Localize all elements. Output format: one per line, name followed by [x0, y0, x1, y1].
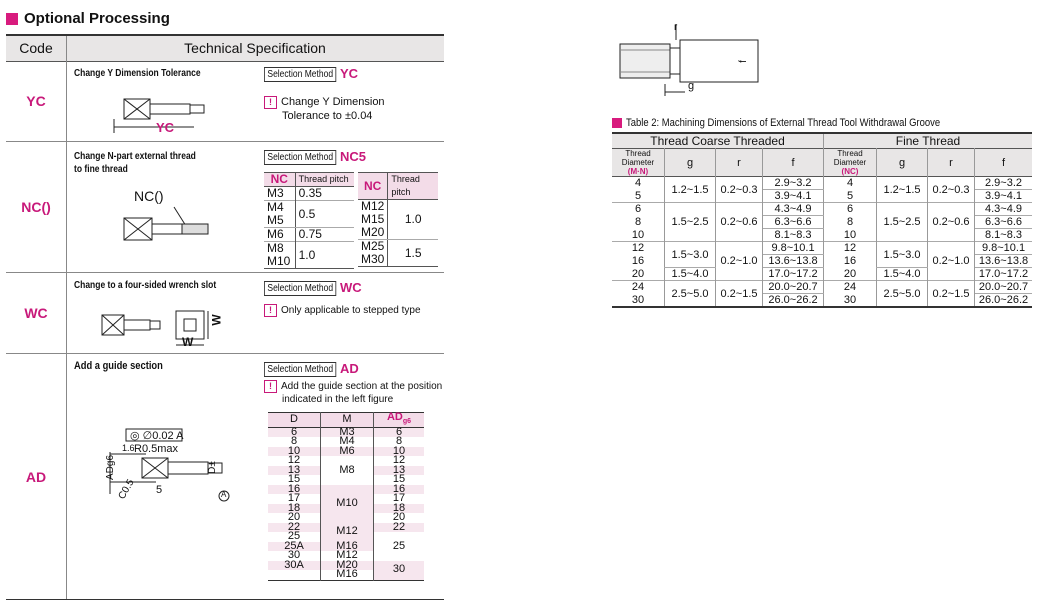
- dia-cell: 30: [824, 294, 877, 308]
- dia-cell: 20: [824, 268, 877, 281]
- section-title-text: Optional Processing: [24, 10, 170, 27]
- g-header: g: [665, 149, 716, 177]
- dia-cell: 8: [612, 216, 665, 229]
- ad-adg6: ADg6: [105, 454, 117, 481]
- r-cell: 0.2~0.6: [716, 203, 763, 242]
- nc-cell: M20: [361, 225, 385, 239]
- dia-cell: 24: [824, 281, 877, 294]
- table2-title: [612, 117, 991, 129]
- d-cell: 25: [287, 530, 301, 543]
- ad-title: Add a guide section: [74, 360, 163, 372]
- nc-table-right: [358, 172, 438, 267]
- nc-selection-value: NC5: [340, 149, 367, 164]
- d-cell: 8: [290, 435, 298, 448]
- pitch-cell: 0.35: [295, 187, 354, 201]
- m-cell: M12: [321, 523, 374, 542]
- dia-cell: 20: [612, 268, 665, 281]
- ad-cell: 25: [374, 532, 425, 561]
- g-cell: 1.5~4.0: [665, 268, 716, 281]
- nc-cell: M8: [267, 241, 284, 255]
- yc-selection-method: Selection Method: [264, 67, 336, 82]
- yc-drawing-label: YC: [156, 120, 175, 135]
- r-cell: 0.2~1.0: [716, 242, 763, 281]
- dia-cell: 6: [612, 203, 665, 216]
- ad-dim-16: 1.6: [122, 443, 135, 453]
- options-table: [6, 34, 444, 600]
- pitch-cell: 1.0: [388, 200, 438, 240]
- wc-w-bottom: W: [182, 335, 194, 349]
- m-cell: M16: [321, 542, 374, 552]
- r-cell: 0.2~1.0: [928, 242, 975, 281]
- f-cell: 26.0~26.2: [763, 294, 824, 308]
- d-cell: 30: [287, 549, 301, 562]
- f-cell: 2.9~3.2: [975, 177, 1033, 190]
- code-wc: WC: [6, 273, 67, 353]
- f-cell: 2.9~3.2: [763, 177, 824, 190]
- nc-header-fine: (NC): [841, 167, 859, 176]
- dia-cell: 5: [612, 190, 665, 203]
- d-cell: 30A: [284, 558, 304, 571]
- yc-title: Change Y Dimension Tolerance: [74, 68, 201, 79]
- pitch-header: Thread pitch: [388, 173, 438, 200]
- g-header-fine: g: [877, 149, 928, 177]
- pitch-cell: 0.5: [295, 201, 354, 228]
- wc-selection-method: Selection Method: [264, 281, 336, 296]
- title-marker-icon: [6, 13, 18, 25]
- f-cell: 8.1~8.3: [984, 229, 1022, 241]
- nc-cell: M5: [267, 213, 284, 227]
- yc-note-line2: Tolerance to ±0.04: [282, 110, 373, 122]
- f-cell: 4.3~4.9: [763, 203, 824, 216]
- yc-selection-value: YC: [340, 66, 359, 81]
- ad-header: [374, 413, 425, 428]
- table2-title-text: Table 2: Machining Dimensions of External Thread Tool Withdrawal Groove: [626, 117, 941, 129]
- dia-cell: 8: [824, 216, 877, 229]
- f-header-fine: f: [1001, 156, 1006, 169]
- code-ad: AD: [6, 354, 67, 599]
- d-cell: 10: [287, 444, 301, 457]
- f-header: f: [763, 149, 824, 177]
- spec-header: Technical Specification: [184, 40, 326, 56]
- f-cell: 20.0~20.7: [975, 281, 1033, 294]
- dia-cell: 16: [612, 255, 665, 268]
- yc-note: [264, 95, 385, 123]
- nc-cell: M6: [267, 227, 284, 241]
- nc-cell: M12: [361, 199, 385, 213]
- wc-title: Change to a four-sided wrench slot: [74, 280, 217, 291]
- ad-note-line2: indicated in the left figure: [282, 394, 394, 406]
- dia-cell: 5: [824, 190, 877, 203]
- g-cell: 1.5~4.0: [877, 268, 928, 281]
- ad-cell: 22: [374, 523, 425, 533]
- dia-cell: 12: [612, 242, 665, 255]
- wc-drawing: [96, 303, 236, 349]
- ad-cell: 10: [374, 447, 425, 457]
- fig-f-label: f: [737, 60, 749, 63]
- info-icon: !: [264, 304, 277, 317]
- d-cell: 12: [287, 454, 301, 467]
- d-cell: 13: [287, 463, 301, 476]
- row-ad: [6, 354, 444, 600]
- nc-cell: M10: [267, 254, 291, 268]
- f-cell: 13.6~13.8: [763, 255, 824, 268]
- dia-cell: 30: [612, 294, 665, 308]
- f-cell: 6.3~6.6: [975, 216, 1033, 229]
- dia-cell: 24: [612, 281, 665, 294]
- pitch-cell: 1.0: [295, 242, 354, 269]
- code-header: Code: [6, 36, 67, 61]
- nc-header: NC: [364, 178, 382, 193]
- yc-note-line1: Change Y Dimension: [281, 96, 385, 108]
- nc-cell: M4: [267, 200, 284, 214]
- coarse-header: Thread Coarse Threaded: [612, 133, 824, 149]
- d-cell: 20: [287, 511, 301, 524]
- nc-title-line1: Change N-part external thread: [74, 151, 196, 162]
- dia-cell: 16: [824, 255, 877, 268]
- ad-cell: 6: [374, 427, 425, 437]
- dia-header: [612, 149, 665, 177]
- ad-cell: 17: [374, 494, 425, 504]
- d-cell: 6: [290, 425, 298, 438]
- d-cell: 22: [287, 520, 301, 533]
- g-cell: 1.2~1.5: [665, 177, 716, 203]
- f-cell: 13.6~13.8: [975, 255, 1033, 268]
- d-header: D: [290, 413, 298, 426]
- f-cell: 6.3~6.6: [763, 216, 824, 229]
- m-cell: M8: [321, 456, 374, 485]
- section-title: [6, 10, 170, 27]
- ad-cell: 20: [374, 513, 425, 523]
- d-cell: 17: [287, 492, 301, 505]
- ad-cell: 13: [374, 466, 425, 476]
- options-header: [6, 34, 444, 62]
- m-header: M: [321, 413, 374, 428]
- nc-cell: M30: [361, 252, 385, 266]
- pitch-cell: 1.5: [388, 240, 438, 267]
- f-cell: 26.0~26.2: [978, 294, 1029, 306]
- nc-title-line2: to fine thread: [74, 164, 128, 175]
- d-cell: 15: [287, 473, 301, 486]
- nc-cell: M3: [267, 186, 284, 200]
- code-nc: NC(): [6, 142, 67, 272]
- row-wc: [6, 273, 444, 354]
- ad-datum: A: [221, 490, 227, 499]
- fig-g-label: g: [688, 80, 695, 92]
- ad-cell: 8: [374, 437, 425, 447]
- r-cell: 0.2~0.3: [716, 177, 763, 203]
- wc-note: [264, 304, 421, 318]
- dia-header-fine-text: Thread Diameter: [833, 149, 867, 167]
- dia-cell: 4: [612, 177, 665, 190]
- dia-cell: 10: [612, 229, 665, 242]
- ad-table: [268, 412, 424, 581]
- ad-radius: R0.5max: [134, 443, 179, 455]
- m-cell: M20: [321, 561, 374, 571]
- dia-header-text: Thread Diameter: [621, 149, 655, 167]
- code-yc: YC: [6, 61, 67, 141]
- ad-selection-method: Selection Method: [264, 362, 336, 377]
- r-cell: 0.2~1.5: [928, 281, 975, 308]
- f-cell: 9.8~10.1: [975, 242, 1033, 255]
- f-cell: 8.1~8.3: [763, 229, 824, 242]
- nc-cell: M25: [361, 239, 385, 253]
- f-cell: 20.0~20.7: [763, 281, 824, 294]
- f-cell: 17.0~17.2: [763, 268, 824, 281]
- f-cell: 17.0~17.2: [978, 268, 1029, 280]
- ad-cell: 30: [374, 561, 425, 581]
- nc-drawing: [106, 204, 216, 254]
- r-cell: 0.2~1.5: [716, 281, 763, 308]
- dia-cell: 4: [824, 177, 877, 190]
- g-cell: 1.2~1.5: [877, 177, 928, 203]
- m-cell: M10: [321, 485, 374, 523]
- table2-marker-icon: [612, 118, 622, 128]
- dia-cell: 10: [824, 229, 877, 242]
- pitch-header: Thread pitch: [295, 173, 354, 187]
- info-icon: !: [264, 96, 277, 109]
- g-cell: 2.5~5.0: [665, 281, 716, 308]
- ad-dim-5: 5: [156, 484, 163, 496]
- ad-note-line1: Add the guide section at the position: [281, 381, 443, 393]
- ad-chamfer: C0.5: [116, 477, 137, 502]
- r-cell: 0.2~0.6: [928, 203, 975, 242]
- m-cell: M12: [321, 551, 374, 561]
- r-header-fine: r: [928, 149, 975, 177]
- f-cell: 9.8~10.1: [763, 242, 824, 255]
- nc-table-left: [264, 172, 354, 269]
- wc-note-text: Only applicable to stepped type: [281, 305, 421, 317]
- wc-selection-value: WC: [340, 280, 362, 295]
- fine-header: Fine Thread: [895, 134, 961, 148]
- nc-selection-method: Selection Method: [264, 150, 336, 165]
- nc-cell: M15: [361, 212, 385, 226]
- ad-tolerance: ◎ ∅0.02 A: [130, 430, 184, 442]
- f-cell: 4.3~4.9: [975, 203, 1033, 216]
- ad-cell: 18: [374, 504, 425, 514]
- g-cell: 1.5~3.0: [665, 242, 716, 268]
- dia-cell: 12: [824, 242, 877, 255]
- d-cell: 25A: [284, 539, 304, 552]
- ad-d-tol: D±: [206, 461, 218, 474]
- g-cell: 2.5~5.0: [877, 281, 928, 308]
- info-icon: !: [264, 380, 277, 393]
- f-cell: 3.9~4.1: [763, 190, 824, 203]
- table2: [612, 132, 1032, 308]
- nc-header: NC: [270, 172, 288, 186]
- dia-cell: 6: [824, 203, 877, 216]
- m-cell: M6: [321, 447, 374, 457]
- d-cell: 16: [287, 482, 301, 495]
- nc-drawing-label: NC(): [134, 188, 164, 204]
- wc-w-side: W: [209, 314, 224, 326]
- mn-header: (M·N): [627, 167, 649, 176]
- dia-header-fine: [824, 149, 877, 177]
- f-cell: 3.9~4.1: [984, 190, 1022, 202]
- r-cell: 0.2~0.3: [928, 177, 975, 203]
- m-cell: M4: [321, 437, 374, 447]
- r-header: r: [716, 149, 763, 177]
- ad-cell: 15: [374, 475, 425, 485]
- g-cell: 1.5~2.5: [877, 203, 928, 242]
- g6-sub: g6: [402, 418, 412, 426]
- d-cell: 18: [287, 501, 301, 514]
- g-cell: 1.5~3.0: [877, 242, 928, 268]
- ad-header-text: AD: [386, 411, 403, 423]
- fig-r-label: r: [674, 22, 678, 33]
- m-cell: M16: [321, 570, 374, 580]
- row-nc: [6, 142, 444, 273]
- pitch-cell: 0.75: [295, 228, 354, 242]
- row-yc: [6, 61, 444, 142]
- ad-cell: 12: [374, 456, 425, 466]
- ad-note: [264, 380, 442, 406]
- ad-cell: 16: [374, 485, 425, 495]
- g-cell: 1.5~2.5: [665, 203, 716, 242]
- m-cell: M3: [321, 427, 374, 437]
- ad-selection-value: AD: [340, 361, 359, 376]
